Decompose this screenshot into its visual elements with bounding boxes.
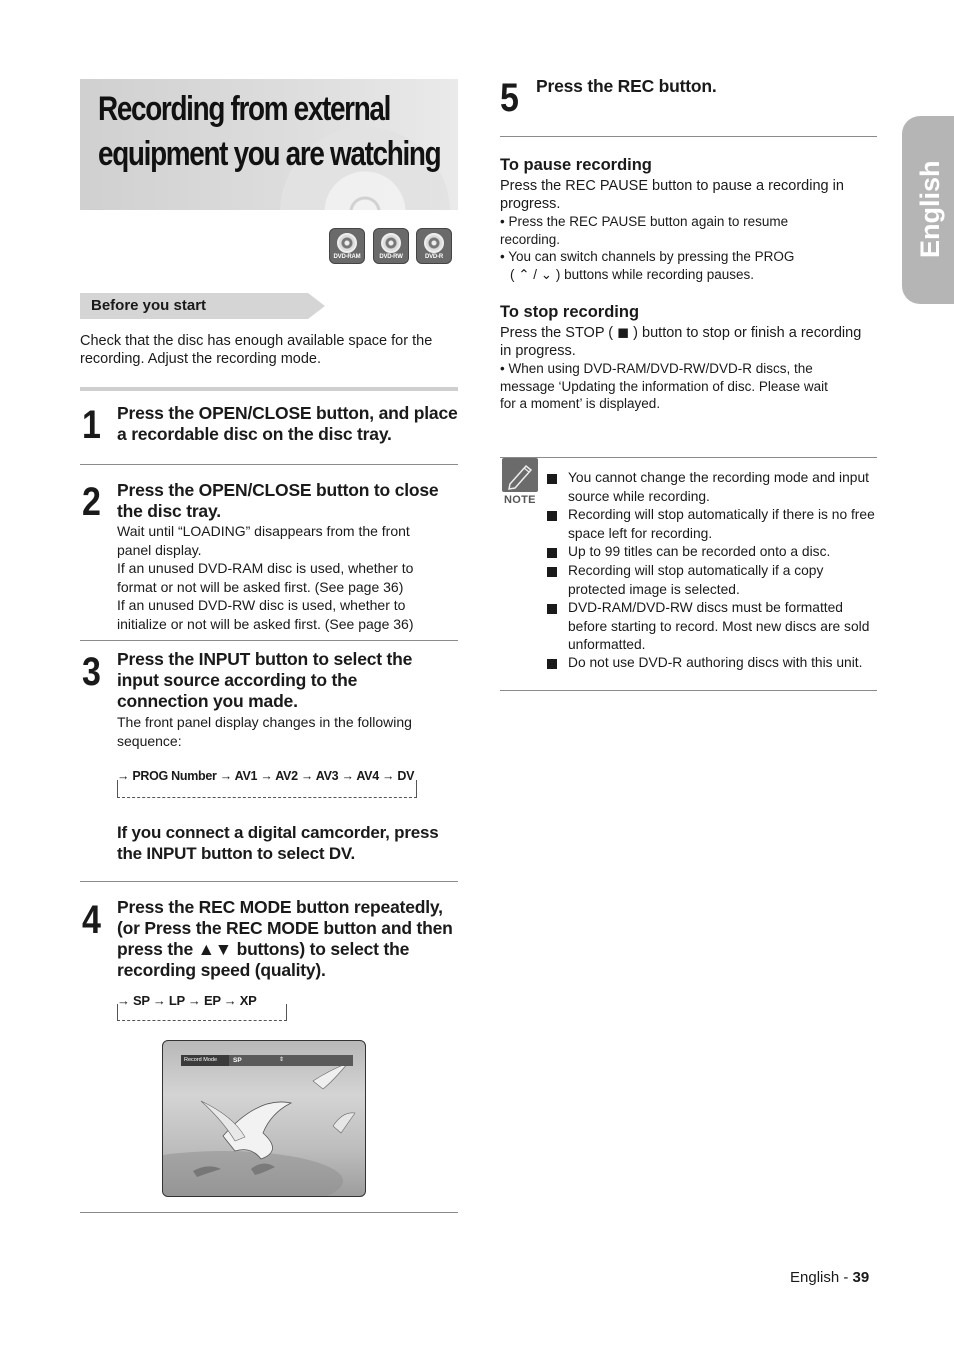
pause-text: Press the REC PAUSE button to pause a recording in progress.: [500, 178, 844, 212]
dvd-r-icon: DVD-R: [416, 228, 452, 264]
pause-bullet: • Press the REC PAUSE button again to resume recording.: [500, 214, 789, 247]
dvd-ram-icon: DVD-RAM: [329, 228, 365, 264]
osd-record-mode-value: SP: [233, 1057, 242, 1064]
before-you-start-label: Before you start: [91, 297, 207, 314]
step-number: 5: [500, 76, 519, 120]
sequence-loop: [117, 780, 417, 798]
dvd-rw-icon: DVD-RW: [373, 228, 409, 264]
sequence-loop: [117, 1004, 287, 1021]
divider: [500, 690, 877, 691]
pause-bullet: • You can switch channels by pressing the PROG: [500, 249, 795, 264]
note-item: Recording will stop automatically if a copy protected image is selected.: [547, 562, 877, 599]
svg-text:English: English: [915, 160, 945, 258]
language-side-tab-label: [905, 160, 954, 260]
note-item: Do not use DVD-R authoring discs with this unit.: [547, 654, 877, 673]
input-sequence: → PROG Number → AV1 → AV2 → AV3 → AV4 → DV: [117, 769, 415, 783]
note-pencil-icon: [502, 458, 538, 492]
divider: [500, 457, 877, 458]
step-number: 1: [82, 403, 101, 447]
note-item: Recording will stop automatically if there is no free space left for recording.: [547, 506, 877, 543]
before-you-start-text: Check that the disc has enough available space for the recording. Adjust the recording mode.: [80, 333, 433, 367]
step-number: 2: [82, 480, 101, 524]
step-heading: Press the OPEN/CLOSE button to close the disc tray.: [117, 480, 439, 521]
note-label: NOTE: [504, 494, 536, 506]
stop-heading: To stop recording: [500, 303, 640, 321]
step-heading: Press the INPUT button to select the input source according to the connection you made.: [117, 649, 413, 711]
title-banner: [80, 79, 458, 210]
step-heading: Press the REC button.: [536, 76, 717, 96]
step-heading: Press the REC MODE button repeatedly, (or Press the REC MODE button and then press the ▲▼ buttons) to select the recording speed (quality).: [117, 897, 453, 980]
osd-record-mode-label: Record Mode: [181, 1055, 229, 1066]
step-body: The front panel display changes in the following sequence:: [117, 714, 412, 749]
pause-heading: To pause recording: [500, 156, 652, 174]
page-title: Recording from external equipment you are watching: [98, 90, 441, 173]
divider: [80, 640, 458, 641]
rec-mode-sequence: → SP → LP → EP → XP: [117, 993, 257, 1008]
page-number: 39: [852, 1269, 870, 1286]
divider: [80, 387, 458, 391]
step-body: Wait until “LOADING” disappears from the front panel display. If an unused DVD-RAM disc is used, whether to format or not will be asked first. (See page 36) If an unused DVD-RW disc is used, whether to initialize or not will be asked first. (See page 36): [117, 523, 414, 632]
up-down-arrows-icon: ⇕: [279, 1057, 285, 1063]
step-number: 4: [82, 898, 101, 942]
divider: [80, 881, 458, 882]
stop-bullet: • When using DVD-RAM/DVD-RW/DVD-R discs, the message ‘Updating the information of disc. Please wait for a moment’ is displayed.: [500, 361, 828, 411]
page-footer: English - 39: [790, 1269, 870, 1286]
divider: [500, 136, 877, 137]
tv-screen-image: [162, 1040, 366, 1197]
note-item: You cannot change the recording mode and input source while recording.: [547, 469, 877, 506]
osd-bar: [181, 1055, 353, 1066]
note-item: Up to 99 titles can be recorded onto a disc.: [547, 543, 877, 562]
step-number: 3: [82, 650, 101, 694]
divider: [80, 1212, 458, 1213]
stop-text: Press the STOP ( ◼ ) button to stop or finish a recording in progress.: [500, 325, 862, 359]
step-heading: Press the OPEN/CLOSE button, and place a recordable disc on the disc tray.: [117, 403, 458, 444]
note-item: DVD-RAM/DVD-RW discs must be formatted before starting to record. Most new discs are sold unformatted.: [547, 599, 877, 655]
pause-bullet: ( ⌃ / ⌄ ) buttons while recording pauses.: [510, 267, 754, 282]
divider: [80, 464, 458, 465]
camcorder-tip: If you connect a digital camcorder, press the INPUT button to select DV.: [117, 823, 439, 863]
